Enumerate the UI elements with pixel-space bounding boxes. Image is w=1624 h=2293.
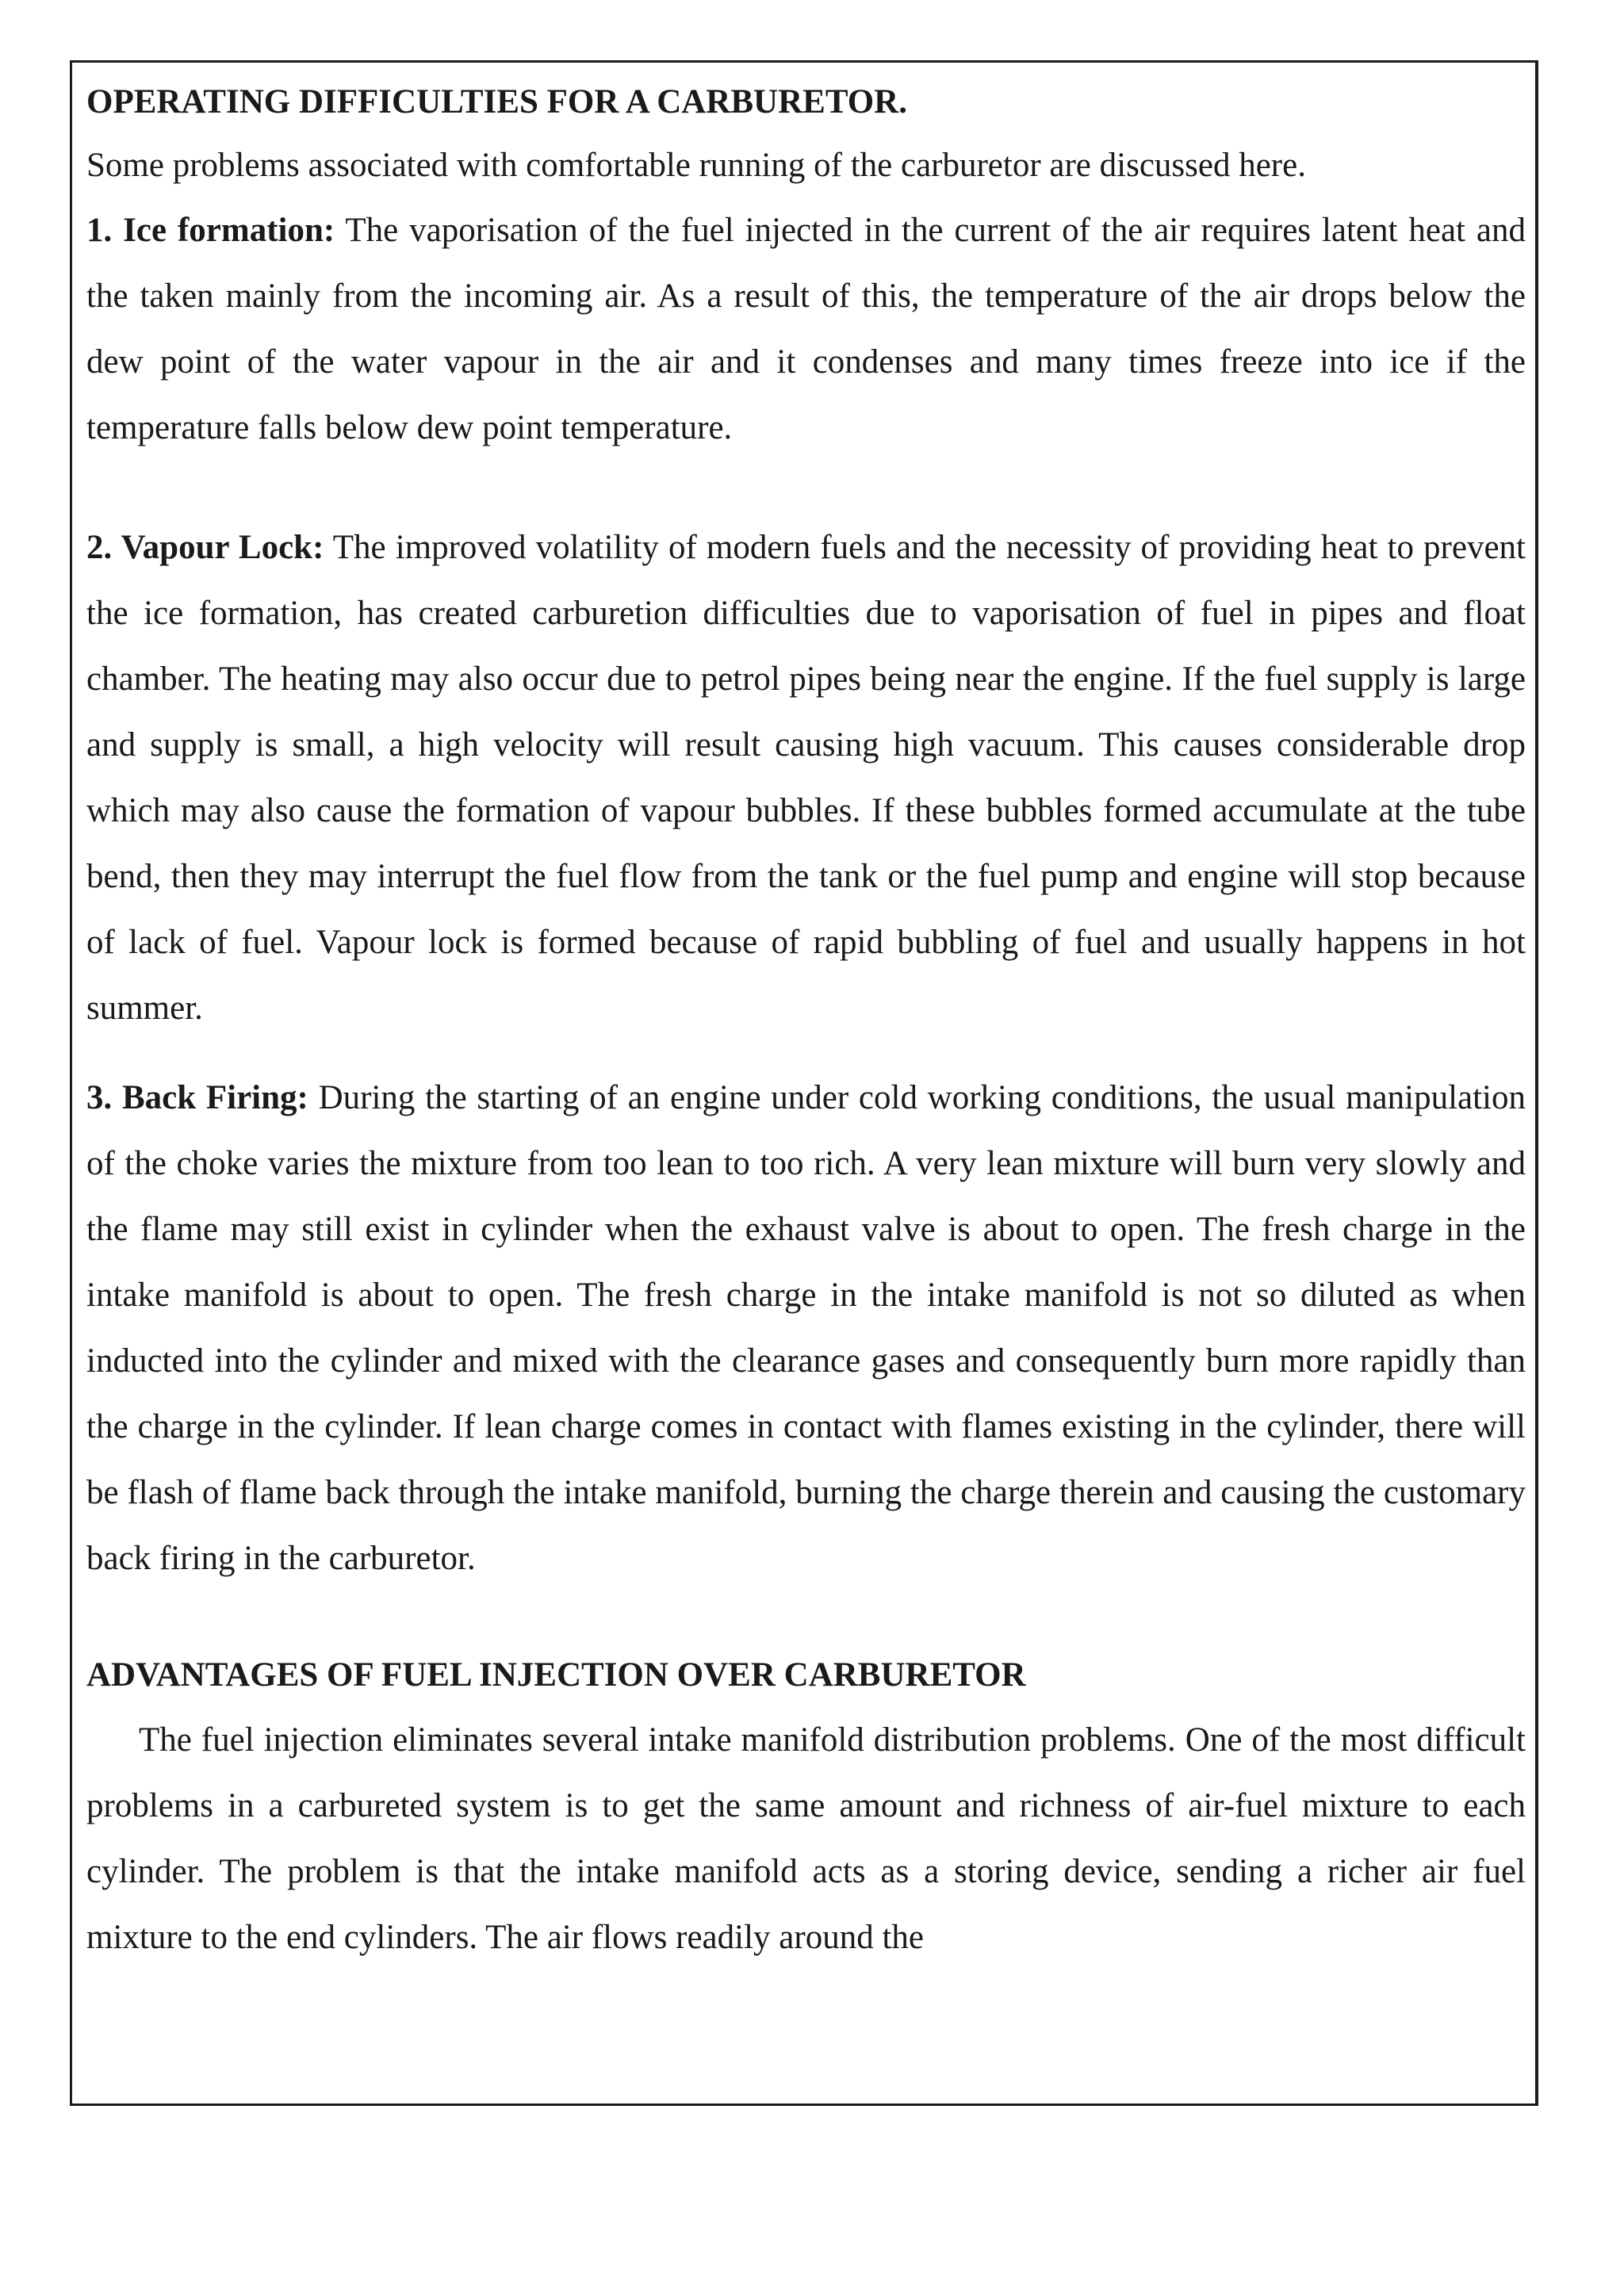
section-text: During the starting of an engine under cold working conditions, the usual manipulation of the choke varies the mixture from too lean to too rich. A very lean mixture will burn very slowly and the flame may still exist in cylinder when the exhaust valve is about to open. The fresh charge in the intake manifold is about to open. The fresh charge in the intake manifold is not so diluted as when inducted into the cylinder and mixed with the clearance gases and consequently burn more rapidly than the charge in the cylinder. If lean charge comes in contact with flames existing in the cylinder, there will be flash of flame back through the intake manifold, burning the charge therein and causing the customary back firing in the carburetor. xyxy=(86,1079,1526,1577)
section-text: The improved volatility of modern fuels and the necessity of providing heat to prevent the ice formation, has created carburetion difficulties due to vaporisation of fuel in pipes and float chamber. The heating may also occur due to petrol pipes being near the engine. If the fuel supply is large and supply is small, a high velocity will result causing high vacuum. This causes considerable drop which may also cause the formation of vapour bubbles. If these bubbles formed accumulate at the tube bend, then they may interrupt the fuel flow from the tank or the fuel pump and engine will stop because of lack of fuel. Vapour lock is formed because of rapid bubbling of fuel and usually happens in hot summer. xyxy=(86,529,1526,1027)
section-ice-formation xyxy=(86,197,1526,461)
document-title: OPERATING DIFFICULTIES FOR A CARBURETOR. xyxy=(86,83,907,121)
section-title: 3. Back Firing: xyxy=(86,1079,308,1116)
advantages-text: The fuel injection eliminates several intake manifold distribution problems. One of the most difficult problems in a carbureted system is to get the same amount and richness of air-fuel mixture to each cylinder. The problem is that the intake manifold acts as a storing device, sending a richer air fuel mixture to the end cylinders. The air flows readily around the xyxy=(86,1721,1526,1956)
intro-text: Some problems associated with comfortable running of the carburetor are discussed here. xyxy=(86,147,1306,184)
section-title: 1. Ice formation: xyxy=(86,212,335,249)
section-text: The vaporisation of the fuel injected in the current of the air requires latent heat and the taken mainly from the incoming air. As a result of this, the temperature of the air drops below the dew point of the water vapour in the air and it condenses and many times freeze into ice if the temperature falls below dew point temperature. xyxy=(86,212,1526,446)
section-vapour-lock xyxy=(86,515,1526,1041)
advantages-heading: ADVANTAGES OF FUEL INJECTION OVER CARBURETOR xyxy=(86,1656,1026,1694)
section-title: 2. Vapour Lock: xyxy=(86,529,324,566)
section-back-firing xyxy=(86,1065,1526,1591)
document-page xyxy=(70,60,1538,2106)
